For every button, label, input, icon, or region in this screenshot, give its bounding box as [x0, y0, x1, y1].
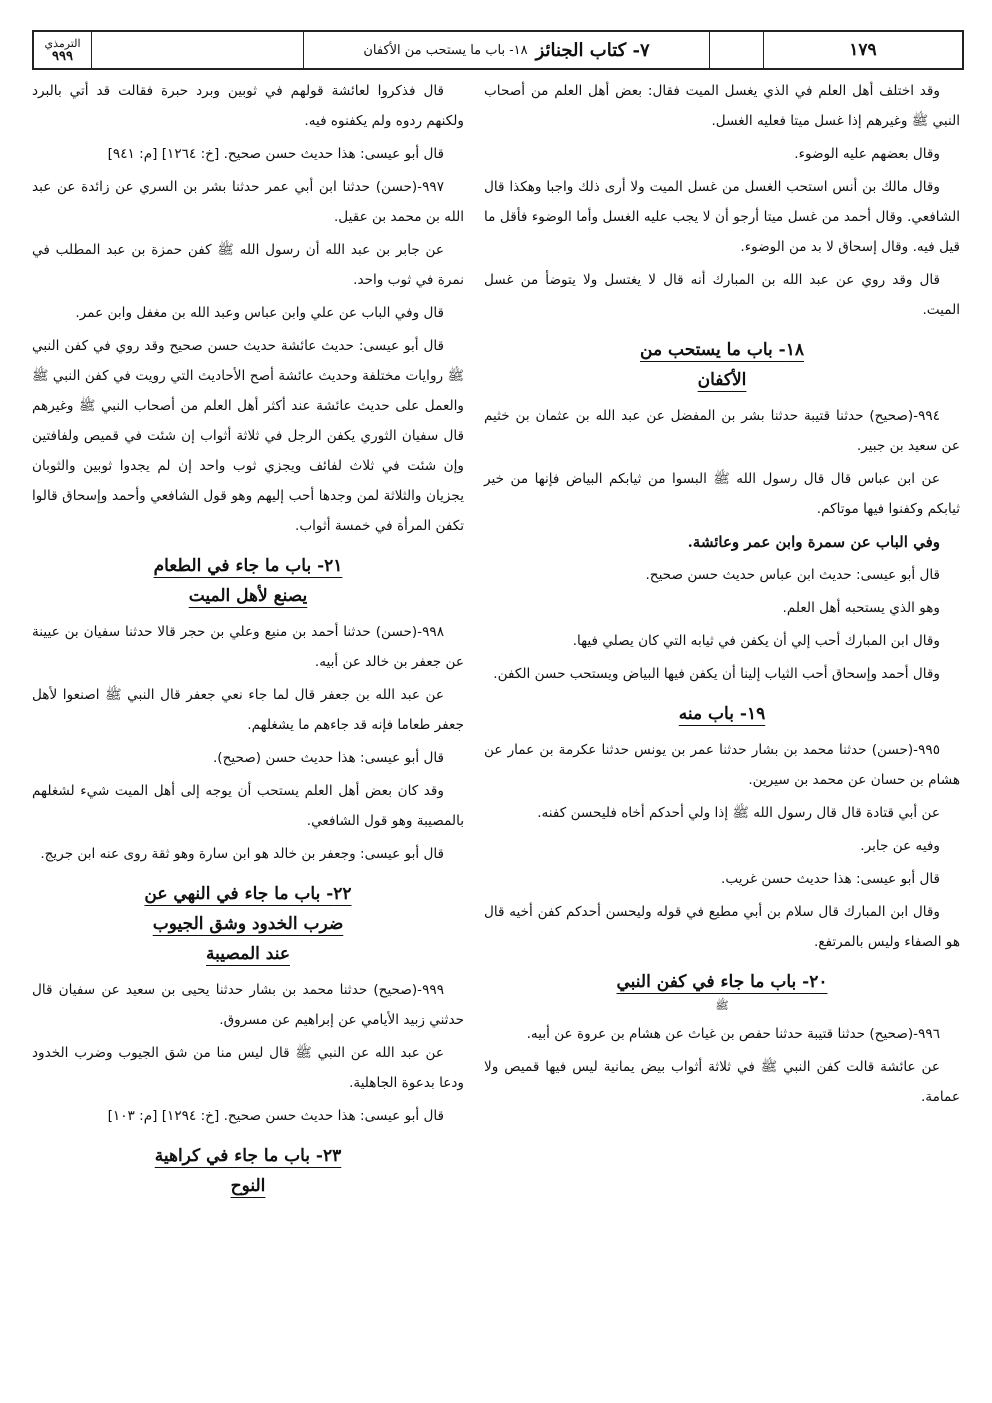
- section-title: ١٨- باب ما يستحب من الأكفان: [363, 42, 528, 58]
- paragraph: وقال ابن المبارك قال سلام بن أبي مطيع في قوله وليحسن أحدكم كفن أخيه قال هو الصفاء وليس بالمرتفع.: [484, 904, 960, 950]
- paragraph: وقال مالك بن أنس استحب الغسل من غسل الميت ولا أرى ذلك واجبا وهكذا قال الشافعي. وقال أحمد من غسل ميتا أرجو أن لا يجب عليه الغسل وأما الوضوء فأقل ما قيل فيه. وقال إسحاق لا بد من الوضوء.: [484, 179, 960, 255]
- heading-line: ٢١- باب ما جاء في الطعام: [153, 556, 343, 576]
- salutation-symbol: ﷺ: [715, 999, 729, 1012]
- grading-note: قال أبو عيسى: حديث عائشة حديث حسن صحيح وقد روي في كفن النبي ﷺ روايات مختلفة وحديث عائشة أصح الأحاديث التي رويت في كفن النبي ﷺ والعمل على حديث عائشة عند أكثر أهل العلم من أصحاب النبي ﷺ وغيرهم قال سفيان الثوري يكفن الرجل في ثلاثة أثواب إن شئت في قميص ولفافتين وإن شئت في ثلاث لفائف ويجزي ثوب واحد إن لم يجدوا ثوبين والثوبان يجزيان والثلاثة لمن وجدها أحب إليهم وهو قول الشافعي وأحمد وإسحاق قالوا تكفن المرأة في خمسة أثواب.: [32, 338, 464, 534]
- paragraph: وفي الباب عن سمرة وابن عمر وعائشة.: [687, 533, 940, 551]
- running-header: [32, 30, 964, 70]
- hadith-matn: عن ابن عباس قال قال رسول الله ﷺ البسوا من ثيابكم البياض فإنها من خير ثيابكم وكفنوا فيها موتاكم.: [484, 471, 960, 517]
- paragraph: قال فذكروا لعائشة قولهم في ثوبين وبرد حبرة فقالت قد أتي بالبرد ولكنهم ردوه ولم يكفنوه فيه.: [32, 83, 464, 129]
- heading-line: النوح: [230, 1176, 266, 1196]
- chapter-heading-20: ٢٠- باب ما جاء في كفن النبي: [616, 972, 828, 992]
- heading-line: يصنع لأهل الميت: [188, 586, 308, 606]
- header-empty-cell: [92, 32, 304, 68]
- paragraph: وقد اختلف أهل العلم في الذي يغسل الميت فقال: بعض أهل العلم من أصحاب النبي ﷺ وغيرهم إذا غسل ميتا فعليه الغسل.: [484, 83, 960, 129]
- paragraph: قال وفي الباب عن علي وابن عباس وعبد الله بن مغفل وابن عمر.: [75, 305, 444, 321]
- chapter-heading-21: [32, 551, 464, 611]
- hadith-matn: عن عبد الله عن النبي ﷺ قال ليس منا من شق الجيوب وضرب الخدود ودعا بدعوة الجاهلية.: [32, 1045, 464, 1091]
- hadith-matn: عن عبد الله بن جعفر قال لما جاء نعي جعفر قال النبي ﷺ اصنعوا لأهل جعفر طعاما فإنه قد جاءهم ما يشغلهم.: [32, 687, 464, 733]
- grading-note: قال أبو عيسى: هذا حديث حسن صحيح. [خ: ١٢٦٤] [م: ٩٤١]: [107, 146, 444, 162]
- grading-note: قال أبو عيسى: وجعفر بن خالد هو ابن سارة وهو ثقة روى عنه ابن جريج.: [40, 846, 444, 862]
- hadith-isnad: ٩٩٥-(حسن) حدثنا محمد بن بشار حدثنا عمر بن يونس حدثنا عكرمة بن عمار عن هشام بن حسان عن محمد بن سيرين.: [484, 742, 960, 788]
- heading-line: ٢٣- باب ما جاء في كراهية: [154, 1146, 342, 1166]
- grading-note: قال أبو عيسى: هذا حديث حسن صحيح. [خ: ١٢٩٤] [م: ١٠٣]: [107, 1108, 444, 1124]
- grading-note: قال أبو عيسى: هذا حديث حسن غريب.: [721, 871, 940, 887]
- grading-note: قال أبو عيسى: هذا حديث حسن (صحيح).: [212, 750, 444, 766]
- paragraph: قال وقد روي عن عبد الله بن المبارك أنه قال لا يغتسل ولا يتوضأ من غسل الميت.: [484, 272, 960, 318]
- hadith-isnad: ٩٩٩-(صحيح) حدثنا محمد بن بشار حدثنا يحيى بن سعيد عن سفيان قال حدثني زبيد الأيامي عن إبراهيم عن مسروق.: [32, 982, 464, 1028]
- chapter-title: ٧- كتاب الجنائز: [535, 39, 650, 61]
- left-column: [32, 76, 464, 1207]
- hadith-matn: عن جابر بن عبد الله أن رسول الله ﷺ كفن حمزة بن عبد المطلب في نمرة في ثوب واحد.: [32, 242, 464, 288]
- heading-line: ٢٢- باب ما جاء في النهي عن: [144, 884, 352, 904]
- paragraph: وقال بعضهم عليه الوضوء.: [794, 146, 940, 162]
- paragraph: وهو الذي يستحبه أهل العلم.: [782, 600, 940, 616]
- header-empty-cell: [710, 32, 764, 68]
- heading-line: ضرب الخدود وشق الجيوب: [152, 914, 344, 934]
- paragraph: وقد كان بعض أهل العلم يستحب أن يوجه إلى أهل الميت شيء لشغلهم بالمصيبة وهو قول الشافعي.: [32, 783, 464, 829]
- hadith-isnad: ٩٩٧-(حسن) حدثنا ابن أبي عمر حدثنا بشر بن السري عن زائدة عن عبد الله بن محمد بن عقيل.: [32, 179, 464, 225]
- paragraph: وفيه عن جابر.: [860, 838, 940, 854]
- book-reference: [34, 32, 92, 68]
- hadith-isnad: ٩٩٨-(حسن) حدثنا أحمد بن منيع وعلي بن حجر قالا حدثنا سفيان بن عيينة عن جعفر بن خالد عن أبيه.: [32, 624, 464, 670]
- chapter-heading-19: ١٩- باب منه: [678, 704, 766, 724]
- hadith-isnad: ٩٩٦-(صحيح) حدثنا قتيبة حدثنا حفص بن غياث عن هشام بن عروة عن أبيه.: [526, 1026, 940, 1042]
- chapter-heading-18: [484, 335, 960, 395]
- heading-line: ١٨- باب ما يستحب من: [640, 340, 804, 360]
- chapter-heading-22: [32, 879, 464, 969]
- paragraph: وقال أحمد وإسحاق أحب الثياب إلينا أن يكفن فيها البياض ويستحب حسن الكفن.: [493, 666, 940, 682]
- hadith-matn: عن أبي قتادة قال قال رسول الله ﷺ إذا ولي أحدكم أخاه فليحسن كفنه.: [537, 805, 940, 821]
- heading-line: الأكفان: [697, 370, 747, 390]
- grading-note: قال أبو عيسى: حديث ابن عباس حديث حسن صحيح.: [645, 567, 940, 583]
- heading-line: عند المصيبة: [206, 944, 290, 964]
- page-number: ١٧٩: [849, 40, 877, 60]
- book-number: ٩٩٩: [52, 49, 73, 64]
- right-column: [484, 76, 960, 1115]
- chapter-heading-23: [32, 1141, 464, 1201]
- hadith-matn: عن عائشة قالت كفن النبي ﷺ في ثلاثة أثواب بيض يمانية ليس فيها قميص ولا عمامة.: [484, 1059, 960, 1105]
- paragraph: وقال ابن المبارك أحب إلي أن يكفن في ثيابه التي كان يصلي فيها.: [572, 633, 940, 649]
- header-title-cell: [304, 32, 710, 68]
- book-label: الترمذي: [44, 37, 81, 50]
- hadith-isnad: ٩٩٤-(صحيح) حدثنا قتيبة حدثنا بشر بن المفضل عن عبد الله بن عثمان بن خثيم عن سعيد بن جبير.: [484, 408, 960, 454]
